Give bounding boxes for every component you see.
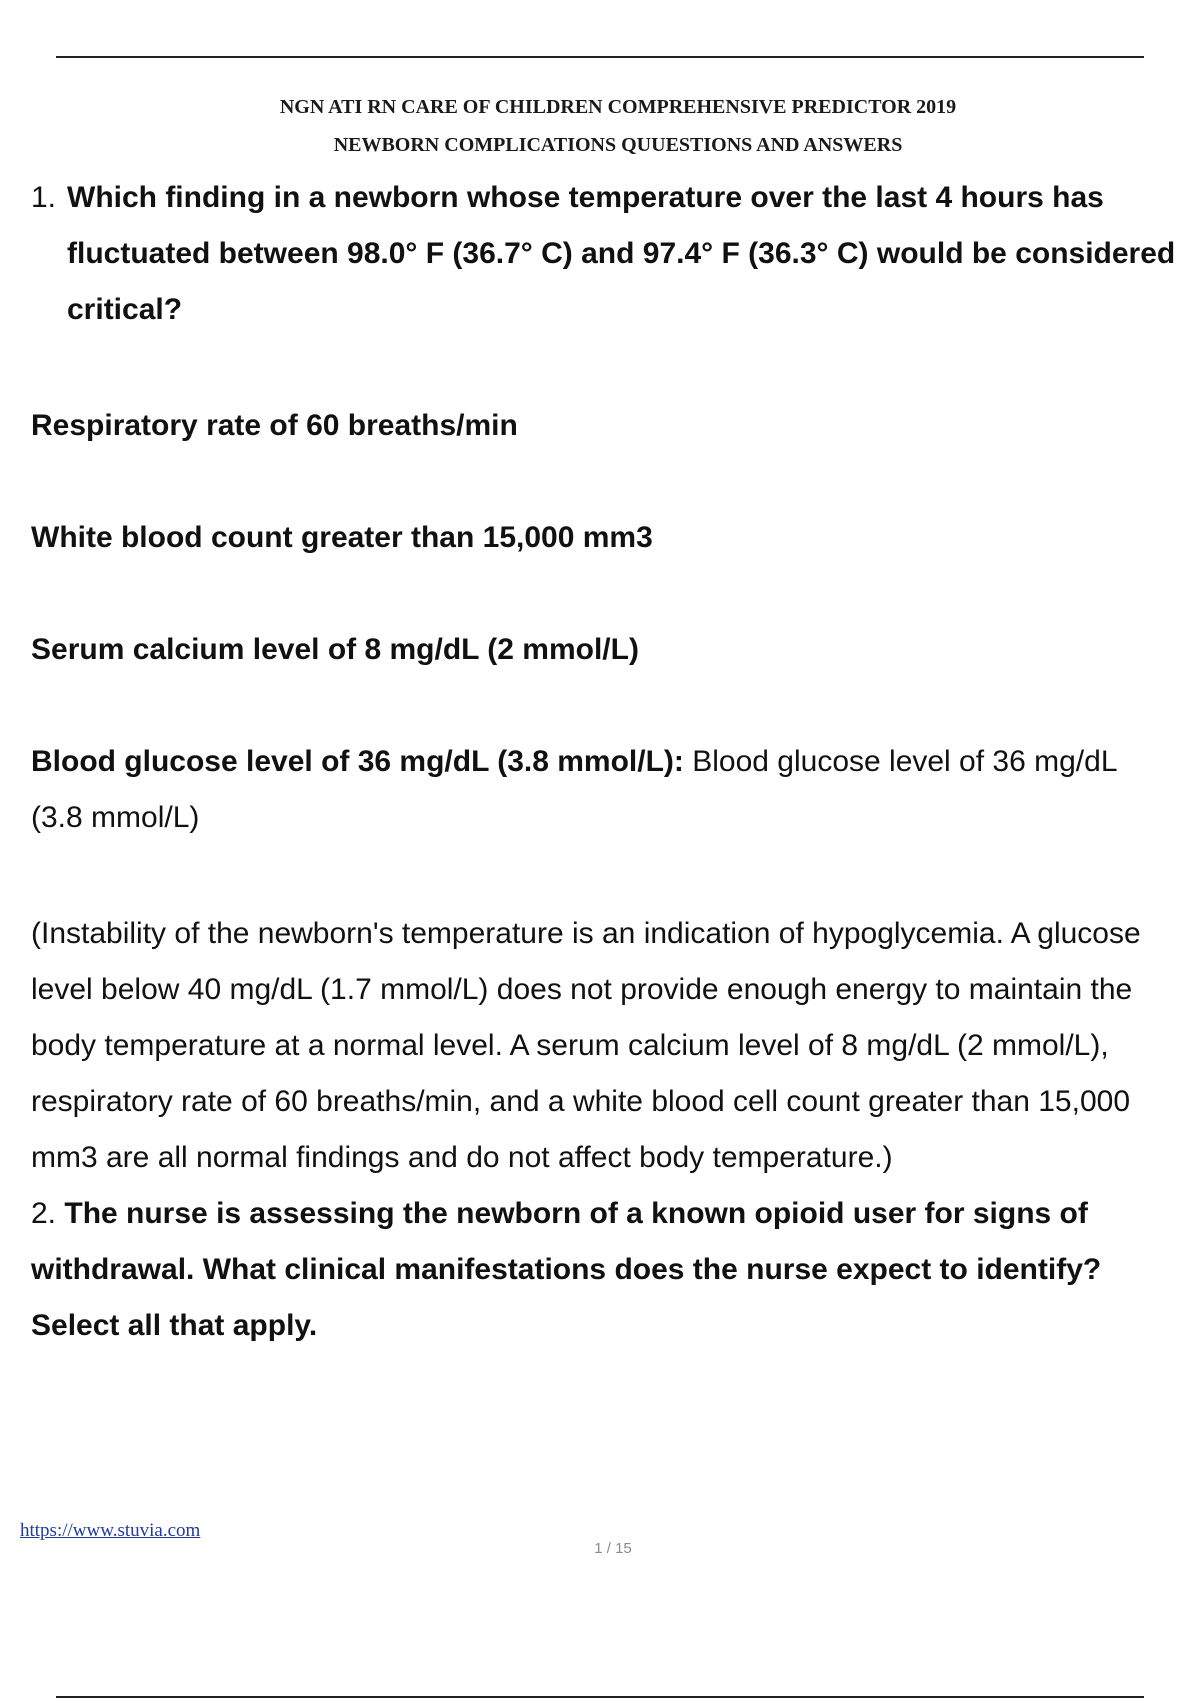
question-1 xyxy=(31,170,1191,338)
question-2 xyxy=(31,1186,1191,1354)
option-1: Respiratory rate of 60 breaths/min xyxy=(31,409,518,442)
question-2-number: 2. xyxy=(31,1197,57,1230)
top-rule xyxy=(56,56,1144,58)
answer-text: Blood glucose level of 36 mg/dL xyxy=(683,745,1118,778)
question-2-text: The nurse is assessing the newborn of a known opioid user for signs of withdrawal. What clinical manifestations does the nurse expect to identify? Select all that apply. xyxy=(31,1197,1102,1342)
rationale-line-3: body temperature at a normal level. A serum calcium level of 8 mg/dL (2 mmol/L), xyxy=(31,1029,1109,1062)
document-title: NGN ATI RN CARE OF CHILDREN COMPREHENSIVE PREDICTOR 2019 xyxy=(279,96,957,118)
correct-answer xyxy=(31,734,1200,790)
answer-text-continued: (3.8 mmol/L) xyxy=(31,801,200,834)
rationale-line-2: level below 40 mg/dL (1.7 mmol/L) does not provide enough energy to maintain the xyxy=(31,973,1133,1006)
answer-label: Blood glucose level of 36 mg/dL (3.8 mmol/L): xyxy=(31,745,684,778)
option-2: White blood count greater than 15,000 mm3 xyxy=(31,521,653,554)
page-number: 1 / 15 xyxy=(594,1540,632,1557)
bottom-rule xyxy=(56,1696,1144,1698)
document-subtitle: NEWBORN COMPLICATIONS QUUESTIONS AND ANSWERS xyxy=(333,134,903,156)
option-3: Serum calcium level of 8 mg/dL (2 mmol/L) xyxy=(31,633,639,666)
source-link[interactable]: https://www.stuvia.com xyxy=(20,1520,201,1541)
rationale-line-4: respiratory rate of 60 breaths/min, and a white blood cell count greater than 15,000 xyxy=(31,1085,1130,1118)
question-1-text: Which finding in a newborn whose temperature over the last 4 hours has fluctuated between 98.0° F (36.7° C) and 97.4° F (36.3° C) would be considered critical? xyxy=(67,181,1176,326)
question-1-number: 1. xyxy=(31,181,57,214)
rationale-line-1: (Instability of the newborn's temperature is an indication of hypoglycemia. A glucose xyxy=(31,917,1141,950)
rationale-line-5: mm3 are all normal findings and do not affect body temperature.) xyxy=(31,1141,893,1174)
document-body xyxy=(31,170,1200,1354)
